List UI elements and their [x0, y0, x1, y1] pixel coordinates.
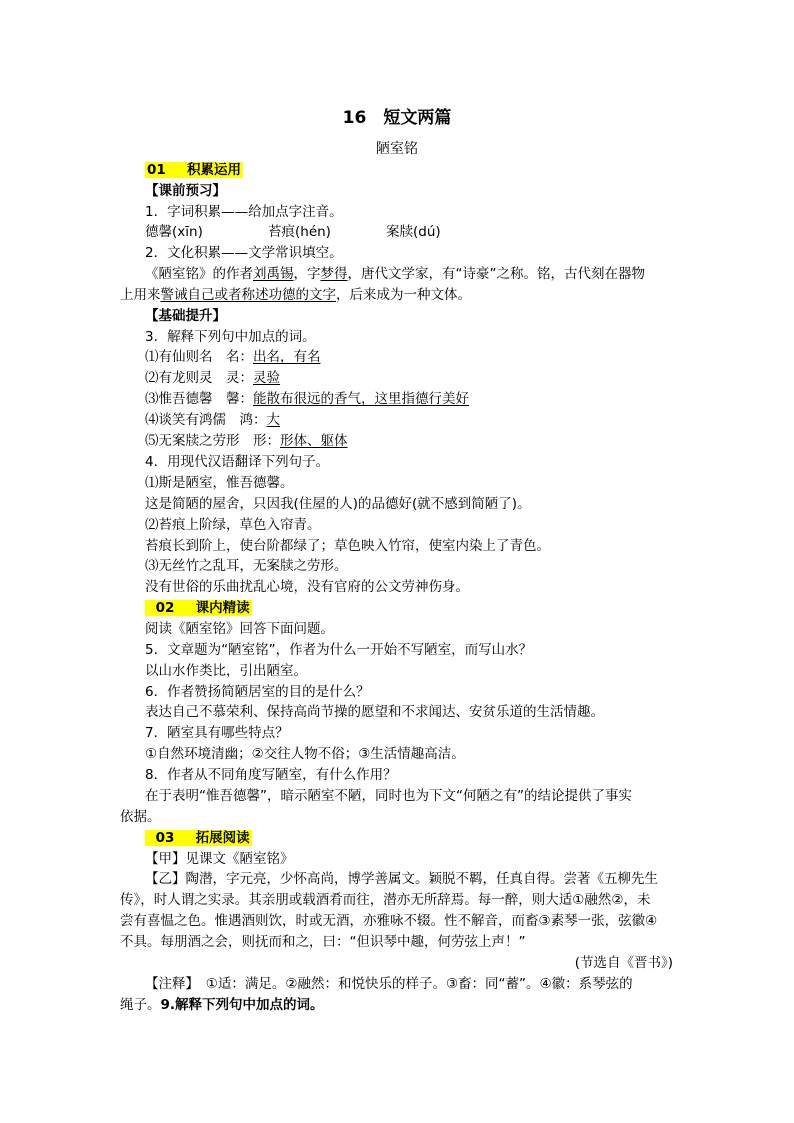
answer-author: 刘禹锡 — [253, 266, 294, 282]
item-answer: 形体、躯体 — [280, 433, 348, 449]
section-name: 课内精读 — [195, 600, 250, 616]
passage-yi-line: 尝有喜愠之色。惟遇酒则饮，时或无酒，亦雅咏不辍。性不解音，而畜③素琴一张，弦徽④ — [120, 913, 658, 929]
section-header-01 — [145, 160, 243, 180]
passage-jia: 【甲】见课文《陋室铭》 — [145, 851, 294, 867]
explain-item — [145, 431, 348, 451]
preview-heading: 【课前预习】 — [145, 183, 226, 199]
explain-item — [145, 368, 280, 388]
question-6: 6．作者赞扬简陋居室的目的是什么？ — [145, 684, 370, 700]
answer-definition: 警诫自己或者称述功德的文字 — [160, 287, 336, 303]
annotation-text: 绳子。 — [120, 997, 161, 1013]
translate-answer: 苔痕长到阶上，使台阶都绿了；草色映入竹帘，使室内染上了青色。 — [145, 538, 550, 554]
translate-answer: 这是简陋的屋舍，只因我(住屋的人)的品德好(就不感到简陋了)。 — [145, 496, 531, 512]
word-1: 德馨(xīn) — [145, 224, 203, 240]
question-7: 7．陋室具有哪些特点？ — [145, 725, 289, 741]
item-question: ⑵有龙则灵 灵： — [145, 370, 253, 386]
annotation-line: 【注释】 ①适：满足。②融然：和悦快乐的样子。③畜：同“蓄”。④徽：系琴弦的 — [145, 976, 633, 992]
question-2: 2．文化积累——文学常识填空。 — [145, 245, 343, 261]
question-5: 5．文章题为“陋室铭”，作者为什么一开始不写陋室，而写山水？ — [145, 642, 533, 658]
page-subtitle: 陋室铭 — [376, 141, 418, 157]
question-1: 1．字词积累——给加点字注音。 — [145, 204, 343, 220]
item-question: ⑴有仙则名 名： — [145, 349, 253, 365]
explain-item — [145, 347, 321, 367]
item-answer: 大 — [266, 412, 280, 428]
translate-answer: 没有世俗的乐曲扰乱心境，没有官府的公文劳神伤身。 — [145, 579, 469, 595]
section-number: 02 — [155, 600, 175, 616]
answer-courtesy-name: 梦得 — [320, 266, 348, 282]
answer-8-line-1: 在于表明“惟吾德馨”，暗示陋室不陋，同时也为下文“何陋之有”的结论提供了事实 — [145, 788, 632, 804]
item-question: ⑸无案牍之劳形 形： — [145, 433, 280, 449]
question-9: 9.解释下列句中加点的词。 — [160, 997, 324, 1013]
answer-5: 以山水作类比，引出陋室。 — [145, 663, 307, 679]
answer-8-line-2: 依据。 — [120, 809, 161, 825]
annotation-line-2 — [120, 995, 324, 1015]
text-segment: 上用来 — [120, 287, 161, 303]
page-title: 16 短文两篇 — [342, 108, 452, 128]
text-segment: ，后来成为一种文体。 — [336, 287, 471, 303]
item-answer: 出名，有名 — [253, 349, 321, 365]
answer-2-line-2 — [120, 285, 471, 305]
passage-source: (节选自《晋书》) — [574, 955, 673, 971]
item-answer: 能散布很远的香气，这里指德行美好 — [253, 391, 469, 407]
basic-heading: 【基础提升】 — [145, 308, 226, 324]
word-2: 苔痕(hén) — [268, 224, 331, 240]
item-answer: 灵验 — [253, 370, 280, 386]
section-name: 拓展阅读 — [195, 830, 250, 846]
passage-yi-line: 【乙】陶潜，字元亮，少怀高尚，博学善属文。颖脱不羁，任真自得。尝著《五柳先生 — [145, 871, 658, 887]
translate-question: ⑵苔痕上阶绿，草色入帘青。 — [145, 517, 321, 533]
section-number: 03 — [155, 830, 175, 846]
translate-question: ⑴斯是陋室，惟吾德馨。 — [145, 475, 294, 491]
section-header-02 — [145, 598, 252, 618]
passage-yi-line: 不具。每朋酒之会，则抚而和之，曰：“但识琴中趣，何劳弦上声！” — [120, 934, 526, 950]
translate-question: ⑶无丝竹之乱耳，无案牍之劳形。 — [145, 558, 348, 574]
section-name: 积累运用 — [187, 162, 241, 178]
reading-intro: 阅读《陋室铭》回答下面问题。 — [145, 621, 334, 637]
section-number: 01 — [147, 162, 166, 178]
question-4: 4．用现代汉语翻译下列句子。 — [145, 454, 330, 470]
item-question: ⑶惟吾德馨 馨： — [145, 391, 253, 407]
answer-2-line-1 — [145, 264, 645, 284]
question-3: 3．解释下列句中加点的词。 — [145, 329, 316, 345]
word-3: 案牍(dú) — [386, 224, 441, 240]
passage-yi-line: 传》，时人谓之实录。其亲朋或载酒肴而往，潜亦无所辞焉。每一醉，则大适①融然②，未 — [120, 892, 651, 908]
explain-item — [145, 410, 280, 430]
text-segment: 《陋室铭》的作者 — [145, 266, 253, 282]
text-segment: ，唐代文学家，有“诗豪”之称。铭，古代刻在器物 — [347, 266, 645, 282]
section-header-03 — [145, 828, 252, 848]
question-8: 8．作者从不同角度写陋室，有什么作用？ — [145, 767, 397, 783]
answer-6: 表达自己不慕荣利、保持高尚节操的愿望和不求闻达、安贫乐道的生活情趣。 — [145, 704, 604, 720]
explain-item — [145, 389, 469, 409]
text-segment: ，字 — [293, 266, 321, 282]
item-question: ⑷谈笑有鸿儒 鸿： — [145, 412, 267, 428]
answer-7: ①自然环境清幽；②交往人物不俗；③生活情趣高洁。 — [145, 746, 465, 762]
